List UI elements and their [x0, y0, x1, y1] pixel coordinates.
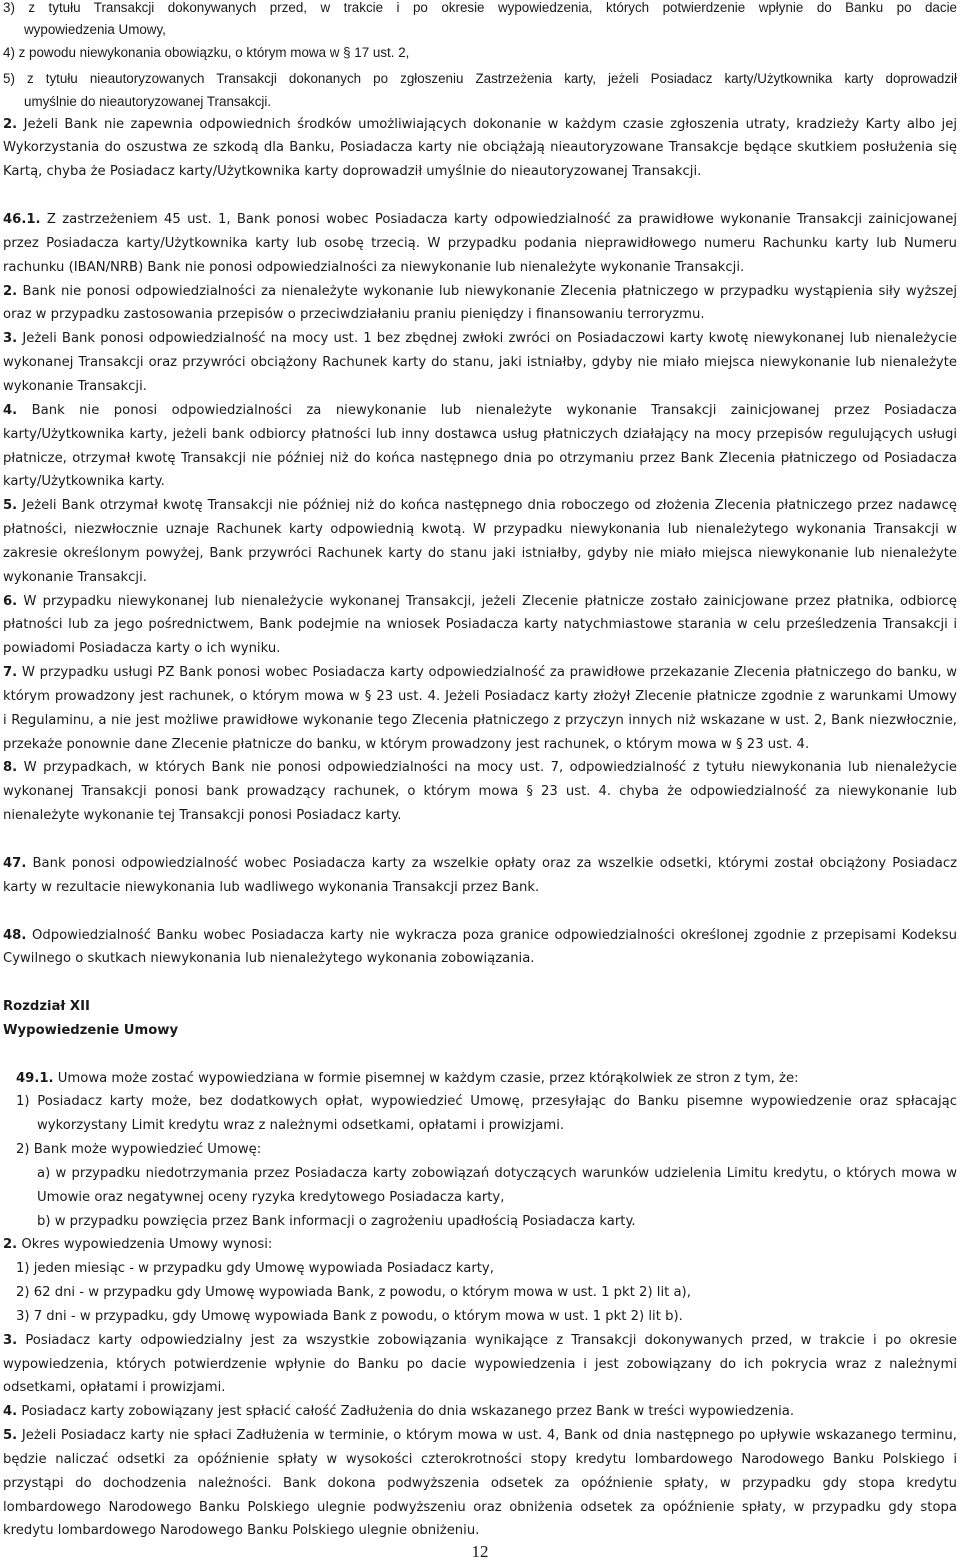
text-line: 2) Bank może wypowiedzieć Umowę:	[16, 1142, 262, 1157]
text-line: 2. Jeżeli Bank nie zapewnia odpowiednich środków umożliwiających dokonanie w każdym czasie zgłoszenia utraty, kradzieży Karty albo jej	[3, 117, 957, 132]
text-line: 5. Jeżeli Bank otrzymał kwotę Transakcji nie później niż do końca następnego dnia roboczego od złożenia Zlecenia płatniczego przez nadawcę	[3, 498, 957, 513]
text-line: 8. W przypadkach, w których Bank nie ponosi odpowiedzialności na mocy ust. 7, odpowiedzialność z tytułu niewykonania lub nienależycie	[3, 760, 957, 775]
text-line: płatnicze, otrzymał kwotę Transakcji nie później niż do końca następnego dnia po otrzymaniu przez Bank Zlecenia płatniczego od Posiadacza	[3, 451, 957, 466]
page-number: 12	[471, 1542, 489, 1561]
section-number: 3.	[3, 331, 18, 346]
text-line: powiadomi Posiadacza karty o ich wyniku.	[3, 641, 281, 656]
text-line: Cywilnego o skutkach niewykonania lub nienależytego wykonania zobowiązania.	[3, 951, 535, 966]
text-line: 3. Posiadacz karty odpowiedzialny jest za wszystkie zobowiązania wynikające z Transakcji dokonywanych przed, w trakcie i po okresie	[3, 1333, 957, 1348]
section-number: 2.	[3, 117, 18, 132]
text-line: 7. W przypadku usługi PZ Bank ponosi wobec Posiadacza karty odpowiedzialność za prawidłowe przekazanie Zlecenia płatniczego do banku, w	[3, 665, 957, 680]
section-number: 48.	[3, 928, 27, 943]
text-line: wypowiedzenia, których potwierdzenie wpłynie do Banku po dacie wypowiedzenia i jest zobowiązany do ich pokrycia wraz z należnymi	[3, 1357, 957, 1372]
chapter-title: Wypowiedzenie Umowy	[3, 1023, 179, 1038]
text-line: płatności lub za jego pośrednictwem, Bank podejmie na wniosek Posiadacza karty natychmiastowe starania w celu prześledzenia Transakcji i	[3, 617, 957, 632]
text-line: przez Posiadacza karty/Użytkownika karty lub osobę trzecią. W przypadku podania nieprawidłowego numeru Rachunku karty lub Numeru	[3, 236, 957, 251]
text-line: 3. Jeżeli Bank ponosi odpowiedzialność na mocy ust. 1 bez zbędnej zwłoki zwróci on Posiadaczowi karty kwotę niewykonanej lub nienależycie	[3, 331, 957, 346]
text-line: kredytu lombardowego Narodowego Banku Polskiego ulegnie obniżeniu.	[3, 1523, 480, 1538]
text-line: Kartą, chyba że Posiadacz karty/Użytkownika karty doprowadził umyślnie do nieautoryzowanej Transakcji.	[3, 164, 702, 179]
text-line: 46.1. Z zastrzeżeniem 45 ust. 1, Bank ponosi wobec Posiadacza karty odpowiedzialność za prawidłowe wykonanie Transakcji zainicjowanej	[3, 212, 957, 227]
text-line: płatności, niezwłocznie uznaje Rachunek karty odpowiednią kwotą. W przypadku niewykonania lub nienależytego wykonania Transakcji w	[3, 522, 957, 537]
text-line: odsetkami, opłatami i prowizjami.	[3, 1380, 226, 1395]
text-line: Wykorzystania do oszustwa ze szkodą dla Banku, Posiadacza karty nie obciążają nieautoryzowane Transakcje będące skutkiem posłużenia się	[3, 140, 957, 155]
text-line: 1) Posiadacz karty może, bez dodatkowych opłat, wypowiedzieć Umowę, przesyłając do Banku pisemne wypowiedzenie oraz spłacając	[16, 1094, 957, 1109]
section-number: 5.	[3, 498, 18, 513]
chapter-heading: Rozdział XII	[3, 999, 90, 1014]
text-line: zakresie określonym powyżej, Bank przywróci Rachunek karty do stanu jaki istniałby, gdyby nie miało miejsca niewykonanie lub nienależyte	[3, 546, 957, 561]
text-line: nienależyte wykonanie tej Transakcji ponosi Posiadacz karty.	[3, 808, 402, 823]
text-line: 49.1. Umowa może zostać wypowiedziana w formie pisemnej w każdym czasie, przez którąkolwiek ze stron z tym, że:	[16, 1071, 799, 1086]
text-line: wykonanej Transakcji ponosi bank prowadzący rachunek, o którym mowa § 23 ust. 4. chyba że odpowiedzialność za niewykonanie lub	[3, 784, 957, 799]
section-number: 49.1.	[16, 1071, 54, 1086]
text-line: 4. Posiadacz karty zobowiązany jest spłacić całość Zadłużenia do dnia wskazanego przez Bank w treści wypowiedzenia.	[3, 1404, 795, 1419]
text-line: 2) 62 dni - w przypadku gdy Umowę wypowiada Bank, z powodu, o którym mowa w ust. 1 pkt 2) lit a),	[16, 1285, 691, 1300]
text-line: wykorzystany Limit kredytu wraz z należnymi odsetkami, opłatami i prowizjami.	[37, 1118, 565, 1133]
text-line: wykonanie Transakcji.	[3, 570, 147, 585]
text-line: rachunku (IBAN/NRB) Bank nie ponosi odpowiedzialności za niewykonanie lub nienależyte wykonanie Transakcji.	[3, 260, 745, 275]
section-number: 2.	[3, 284, 18, 299]
text-line: 5. Jeżeli Posiadacz karty nie spłaci Zadłużenia w terminie, o którym mowa w ust. 4, Bank od dnia następnego po upływie wskazanego terminu,	[3, 1428, 957, 1443]
text-line: wykonanej Transakcji oraz przywróci obciążony Rachunek karty do stanu, jaki istniałby, gdyby nie miało miejsca niewykonanie lub nienależyte	[3, 355, 957, 370]
text-line: przystąpi do dochodzenia należności. Bank dokona podwyższenia odsetek za opóźnienie spłaty, w przypadku gdy stopa kredytu	[3, 1476, 957, 1491]
text-line: wypowiedzenia Umowy,	[24, 22, 166, 37]
section-number: 6.	[3, 594, 18, 609]
text-line: 2. Okres wypowiedzenia Umowy wynosi:	[3, 1237, 273, 1252]
text-line: przekaże ponownie dane Zlecenie płatnicze do banku, w którym prowadzony jest rachunek, o którym mowa w § 23 ust. 4.	[3, 737, 810, 752]
text-line: będzie naliczać odsetki za opóźnienie spłaty w wysokości czterokrotności stopy kredytu lombardowego Narodowego Banku Polskiego i	[3, 1452, 957, 1467]
text-line: 4) z powodu niewykonania obowiązku, o którym mowa w § 17 ust. 2,	[3, 45, 410, 60]
section-number: 3.	[3, 1333, 18, 1348]
text-line: 48. Odpowiedzialność Banku wobec Posiadacza karty nie wykracza poza granice odpowiedzialności określonej zgodnie z przepisami Kodeksu	[3, 928, 957, 943]
text-line: 4. Bank nie ponosi odpowiedzialności za niewykonanie lub nienależyte wykonanie Transakcji zainicjowanej przez Posiadacza	[3, 403, 957, 418]
text-line: karty/Użytkownika karty, jeżeli bank odbiorcy płatności lub inny dostawca usług płatniczych działający na mocy przepisów regulujących usługi	[3, 427, 957, 442]
text-line: 47. Bank ponosi odpowiedzialność wobec Posiadacza karty za wszelkie opłaty oraz za wszelkie odsetki, którymi został obciążony Posiadacz	[3, 856, 957, 871]
text-line: a) w przypadku niedotrzymania przez Posiadacza karty zobowiązań dotyczących warunków udzielenia Limitu kredytu, o których mowa w	[37, 1166, 957, 1181]
text-line: 3) 7 dni - w przypadku, gdy Umowę wypowiada Bank z powodu, o którym mowa w ust. 1 pkt 2) lit b).	[16, 1309, 683, 1324]
text-line: 3) z tytułu Transakcji dokonywanych przed, w trakcie i po okresie wypowiedzenia, których potwierdzenie wpłynie do Banku po dacie	[3, 0, 957, 15]
text-line: 2. Bank nie ponosi odpowiedzialności za nienależyte wykonanie lub niewykonanie Zlecenia płatniczego w przypadku wystąpienia siły wyższej	[3, 284, 957, 299]
section-number: 8.	[3, 760, 18, 775]
text-line: b) w przypadku powzięcia przez Bank informacji o zagrożeniu upadłością Posiadacza karty.	[37, 1214, 636, 1229]
section-number: 5.	[3, 1428, 18, 1443]
text-line: oraz w przypadku zastosowania przepisów o przeciwdziałaniu praniu pieniędzy i finansowaniu terroryzmu.	[3, 307, 705, 322]
section-number: 7.	[3, 665, 18, 680]
text-line: którym prowadzony jest rachunek, o którym mowa w § 23 ust. 4. Jeżeli Posiadacz karty złożył Zlecenie płatnicze zgodnie z warunkami Umowy	[3, 689, 957, 704]
text-line: karty w rezultacie niewykonania lub wadliwego wykonania Transakcji przez Bank.	[3, 880, 540, 895]
text-line: 6. W przypadku niewykonanej lub nienależycie wykonanej Transakcji, jeżeli Zlecenie płatnicze zostało zainicjowane przez płatnika, odbiorcę	[3, 594, 957, 609]
text-line: 5) z tytułu nieautoryzowanych Transakcji dokonanych po zgłoszeniu Zastrzeżenia karty, jeżeli Posiadacz karty/Użytkownika karty doprowadził	[3, 71, 957, 86]
text-line: 1) jeden miesiąc - w przypadku gdy Umowę wypowiada Posiadacz karty,	[16, 1261, 494, 1276]
section-number: 4.	[3, 403, 18, 418]
text-line: karty/Użytkownika karty.	[3, 474, 165, 489]
text-line: umyślnie do nieautoryzowanej Transakcji.	[24, 94, 272, 109]
text-line: Umowie oraz negatywnej oceny ryzyka kredytowego Posiadacza karty,	[37, 1190, 505, 1205]
section-number: 46.1.	[3, 212, 41, 227]
section-number: 47.	[3, 856, 27, 871]
section-number: 2.	[3, 1237, 18, 1252]
text-line: wykonanie Transakcji.	[3, 379, 147, 394]
section-number: 4.	[3, 1404, 18, 1419]
text-line: i Regulaminu, a nie jest możliwe prawidłowe wykonanie tego Zlecenia płatniczego z przyczyn innych niż wskazane w ust. 2, Bank niezwłocznie,	[3, 713, 957, 728]
text-line: lombardowego Narodowego Banku Polskiego ulegnie podwyższeniu oraz obniżenia odsetek za opóźnienie spłaty, w przypadku gdy stopa	[3, 1500, 957, 1515]
